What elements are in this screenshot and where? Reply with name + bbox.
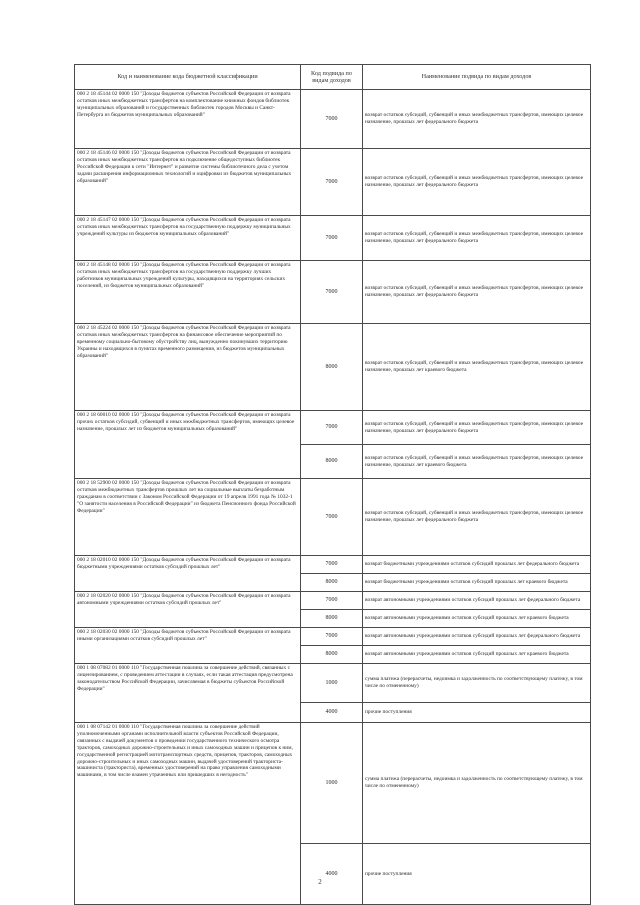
subtype-code: 7000	[301, 90, 363, 149]
subtype-code: 7000	[301, 411, 363, 445]
subtype-name: возврат автономными учреждениями остатков субсидий прошлых лет краевого бюджета	[363, 610, 591, 628]
subtype-code: 8000	[301, 574, 363, 592]
subtype-name: возврат остатков субсидий, субвенций и иных межбюджетных трансфертов, имеющих целевое назначение, прошлых лет федерального бюджета	[363, 411, 591, 445]
classification-description: 000 2 18 45146 02 0000 150 "Доходы бюджетов субъектов Российской Федерации от возврата остатков иных межбюджетных трансфертов на подключение общедоступных библиотек Российской Федерации к сети "Интернет" и развитие системы библиотечного дела с учетом задачи расширения информационных технологий и оцифровки из бюджетов муниципальных образований"	[75, 149, 301, 216]
subtype-name: возврат бюджетными учреждениями остатков субсидий прошлых лет федерального бюджета	[363, 556, 591, 574]
subtype-name: возврат остатков субсидий, субвенций и иных межбюджетных трансфертов, имеющих целевое назначение, прошлых лет краевого бюджета	[363, 445, 591, 479]
table-row	[75, 149, 591, 216]
budget-classification-table	[74, 64, 591, 905]
classification-description: 000 2 18 52900 02 0000 150 "Доходы бюджетов субъектов Российской Федерации от возврата остатков межбюджетных трансфертов прошлых лет на социальные выплаты безработным гражданам в соответствии с Законом Российской Федерации от 19 апреля 1991 года № 1032-1 "О занятости населения в Российской Федерации" из бюджета Пенсионного фонда Российской Федерации"	[75, 479, 301, 556]
subtype-code: 8000	[301, 610, 363, 628]
table-row	[75, 664, 591, 703]
subtype-name: возврат автономными учреждениями остатков субсидий прошлых лет федерального бюджета	[363, 592, 591, 610]
classification-description: 000 1 08 07142 01 0000 110 "Государственная пошлина за совершение действий уполномоченными органами исполнительной власти субъектов Российской Федерации, связанных с выдачей документов о проведении государственного технического осмотра тракторов, самоходных дорожно-строительных и иных самоходных машин и прицепов к ним, государственной регистрацией мототранспортных средств, прицепов, тракторов, самоходных дорожно-строительных и иных самоходных машин, выдачей удостоверений тракториста-машиниста (тракториста), временных удостоверений на право управления самоходными машинами, в том числе взамен утраченных или пришедших в негодность"	[75, 723, 301, 905]
subtype-name: возврат остатков субсидий, субвенций и иных межбюджетных трансфертов, имеющих целевое назначение, прошлых лет федерального бюджета	[363, 216, 591, 261]
subtype-code: 7000	[301, 149, 363, 216]
classification-description: 000 2 18 45144 02 0000 150 "Доходы бюджетов субъектов Российской Федерации от возврата остатков иных межбюджетных трансфертов на комплектование книжных фондов библиотек муниципальных образований и государственных библиотек городов Москвы и Санкт-Петербурга из бюджетов муниципальных образований"	[75, 90, 301, 149]
subtype-code: 8000	[301, 324, 363, 411]
subtype-code: 7000	[301, 592, 363, 610]
table-row	[75, 628, 591, 646]
subtype-code: 4000	[301, 703, 363, 723]
table-row	[75, 261, 591, 324]
table-row	[75, 479, 591, 556]
subtype-name: сумма платежа (перерасчеты, недоимка и задолженность по соответствующему платежу, в том числе по отмененному)	[363, 723, 591, 844]
subtype-name: возврат бюджетными учреждениями остатков субсидий прошлых лет краевого бюджета	[363, 574, 591, 592]
subtype-name: возврат автономными учреждениями остатков субсидий прошлых лет федерального бюджета	[363, 628, 591, 646]
subtype-code: 1000	[301, 664, 363, 703]
table-row	[75, 723, 591, 844]
page-number: 2	[318, 878, 322, 886]
classification-description: 000 2 18 02030 02 0000 150 "Доходы бюджетов субъектов Российской Федерации от возврата иными организациями остатков субсидий прошлых лет"	[75, 628, 301, 664]
subtype-code: 7000	[301, 628, 363, 646]
table-row	[75, 411, 591, 445]
subtype-name: возврат остатков субсидий, субвенций и иных межбюджетных трансфертов, имеющих целевое назначение, прошлых лет федерального бюджета	[363, 90, 591, 149]
header-subtype-name: Наименование подвида по видам доходов	[363, 65, 591, 90]
table-header-row	[75, 65, 591, 90]
header-classification-code: Код и наименование кода бюджетной классификации	[75, 65, 301, 90]
subtype-code: 4000	[301, 844, 363, 905]
table-row	[75, 216, 591, 261]
table-row	[75, 324, 591, 411]
subtype-code: 7000	[301, 479, 363, 556]
subtype-code: 7000	[301, 261, 363, 324]
classification-description: 000 2 18 45147 02 0000 150 "Доходы бюджетов субъектов Российской Федерации от возврата остатков иных межбюджетных трансфертов на государственную поддержку муниципальных учреждений культуры из бюджетов муниципальных образований"	[75, 216, 301, 261]
classification-description: 000 2 18 45224 02 0000 150 "Доходы бюджетов субъектов Российской Федерации от возврата остатков иных межбюджетных трансфертов на финансовое обеспечение мероприятий по временному социально-бытовому обустройству лиц, вынужденно покинувших территорию Украины и находящихся в пунктах временного размещения, из бюджетов муниципальных образований"	[75, 324, 301, 411]
header-subtype-code: Код подвида по видам доходов	[301, 65, 363, 90]
subtype-name: возврат остатков субсидий, субвенций и иных межбюджетных трансфертов, имеющих целевое назначение, прошлых лет федерального бюджета	[363, 149, 591, 216]
table-row	[75, 556, 591, 574]
subtype-name: прочие поступления	[363, 844, 591, 905]
subtype-code: 7000	[301, 216, 363, 261]
subtype-code: 8000	[301, 445, 363, 479]
subtype-name: возврат остатков субсидий, субвенций и иных межбюджетных трансфертов, имеющих целевое назначение, прошлых лет федерального бюджета	[363, 479, 591, 556]
classification-description: 000 2 18 60010 02 0000 150 "Доходы бюджетов субъектов Российской Федерации от возврата прочих остатков субсидий, субвенций и иных межбюджетных трансфертов, имеющих целевое назначение, прошлых лет из бюджетов муниципальных образований"	[75, 411, 301, 479]
classification-description: 000 2 18 02010 02 0000 150 "Доходы бюджетов субъектов Российской Федерации от возврата бюджетными учреждениями остатков субсидий прошлых лет"	[75, 556, 301, 592]
subtype-name: возврат автономными учреждениями остатков субсидий прошлых лет краевого бюджета	[363, 646, 591, 664]
subtype-code: 8000	[301, 646, 363, 664]
subtype-name: сумма платежа (перерасчеты, недоимка и задолженность по соответствующему платежу, в том числе по отмененному)	[363, 664, 591, 703]
subtype-name: возврат остатков субсидий, субвенций и иных межбюджетных трансфертов, имеющих целевое назначение, прошлых лет краевого бюджета	[363, 324, 591, 411]
classification-description: 000 2 18 02020 02 0000 150 "Доходы бюджетов субъектов Российской Федерации от возврата автономными учреждениями остатков субсидий прошлых лет"	[75, 592, 301, 628]
table-row	[75, 592, 591, 610]
subtype-name: возврат остатков субсидий, субвенций и иных межбюджетных трансфертов, имеющих целевое назначение, прошлых лет федерального бюджета	[363, 261, 591, 324]
classification-description: 000 1 08 07082 01 0000 110 "Государственная пошлина за совершение действий, связанных с лицензированием, с проведением аттестации в случаях, если такая аттестация предусмотрена законодательством Российской Федерации, зачисляемая в бюджеты субъектов Российской Федерации"	[75, 664, 301, 723]
table-row	[75, 90, 591, 149]
classification-description: 000 2 18 45148 02 0000 150 "Доходы бюджетов субъектов Российской Федерации от возврата остатков иных межбюджетных трансфертов на государственную поддержку лучших работников муниципальных учреждений культуры, находящихся на территориях сельских поселений, из бюджетов муниципальных образований"	[75, 261, 301, 324]
subtype-code: 1000	[301, 723, 363, 844]
subtype-code: 7000	[301, 556, 363, 574]
subtype-name: прочие поступления	[363, 703, 591, 723]
